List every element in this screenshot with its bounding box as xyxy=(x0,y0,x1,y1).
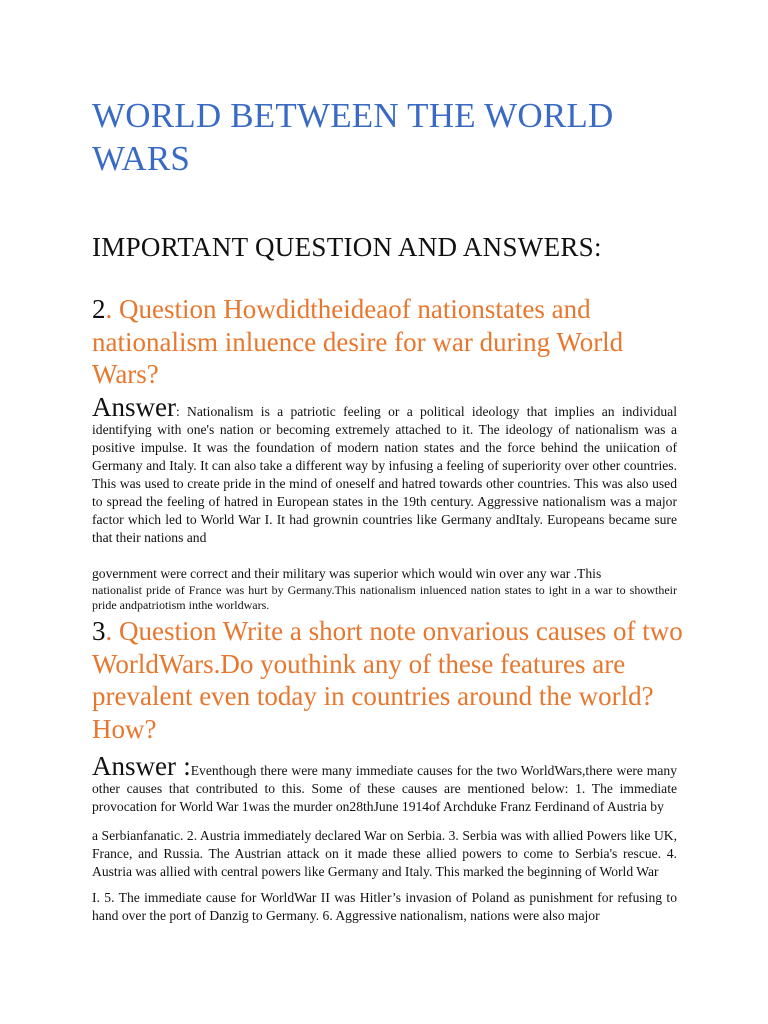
answer-2-paragraph-3: nationalist pride of France was hurt by Germany.This nationalism inluenced nation states to ight in a war to showtheir pride andpatriotism inthe worldwars. xyxy=(92,583,677,612)
answer-label: Answer xyxy=(92,392,176,422)
answer-3-paragraph-1 xyxy=(92,751,678,816)
question-3 xyxy=(92,615,692,745)
question-number: 3 xyxy=(92,616,106,646)
answer-2-paragraph-1 xyxy=(92,392,677,547)
question-2 xyxy=(92,293,692,391)
answer-label: Answer : xyxy=(92,751,191,781)
answer-text: Eventhough there were many immediate causes for the two WorldWars,there were many other causes that contributed to this. Some of these causes are mentioned below: 1. The immediate provocation for World War 1was the murder on28thJune 1914of Archduke Franz Ferdinand of Austria by xyxy=(92,763,678,814)
answer-text: : Nationalism is a patriotic feeling or a political ideology that implies an individual identifying with one's nation or becoming extremely attached to it. The ideology of nationalism was a positive impulse. It was the foundation of modern nation states and the force behind the uniication of Germany and Italy. It can also take a different way by infusing a feeling of superiority over other countries. This was used to create pride in the mind of oneself and hatred towards other countries. This was also used to spread the feeling of hatred in European states in the 19th century. Aggressive nationalism was a major factor which led to World War I. It had grownin countries like Germany andItaly. Europeans became sure that their nations and xyxy=(92,404,677,545)
answer-2-paragraph-2: government were correct and their military was superior which would win over any war .This xyxy=(92,566,602,581)
document-title: WORLD BETWEEN THE WORLD WARS xyxy=(92,96,614,178)
answer-3-paragraph-3: I. 5. The immediate cause for WorldWar II was Hitler’s invasion of Poland as punishment for refusing to hand over the port of Danzig to Germany. 6. Aggressive nationalism, nations were also major xyxy=(92,890,677,923)
section-heading: IMPORTANT QUESTION AND ANSWERS: xyxy=(92,232,602,262)
answer-3-paragraph-2: a Serbianfanatic. 2. Austria immediately declared War on Serbia. 3. Serbia was with allied Powers like UK, France, and Russia. The Austrian attack on it made these allied powers to come to Serbia's rescue. 4. Austria was allied with central powers like Germany and Italy. This marked the beginning of World War xyxy=(92,828,677,879)
question-text: . Question Write a short note onvarious causes of two WorldWars.Do youthink any of these features are prevalent even today in countries around the world? How? xyxy=(92,616,683,744)
question-number: 2 xyxy=(92,294,106,324)
question-text: . Question Howdidtheideaof nationstates and nationalism inluence desire for war during World Wars? xyxy=(92,294,624,389)
